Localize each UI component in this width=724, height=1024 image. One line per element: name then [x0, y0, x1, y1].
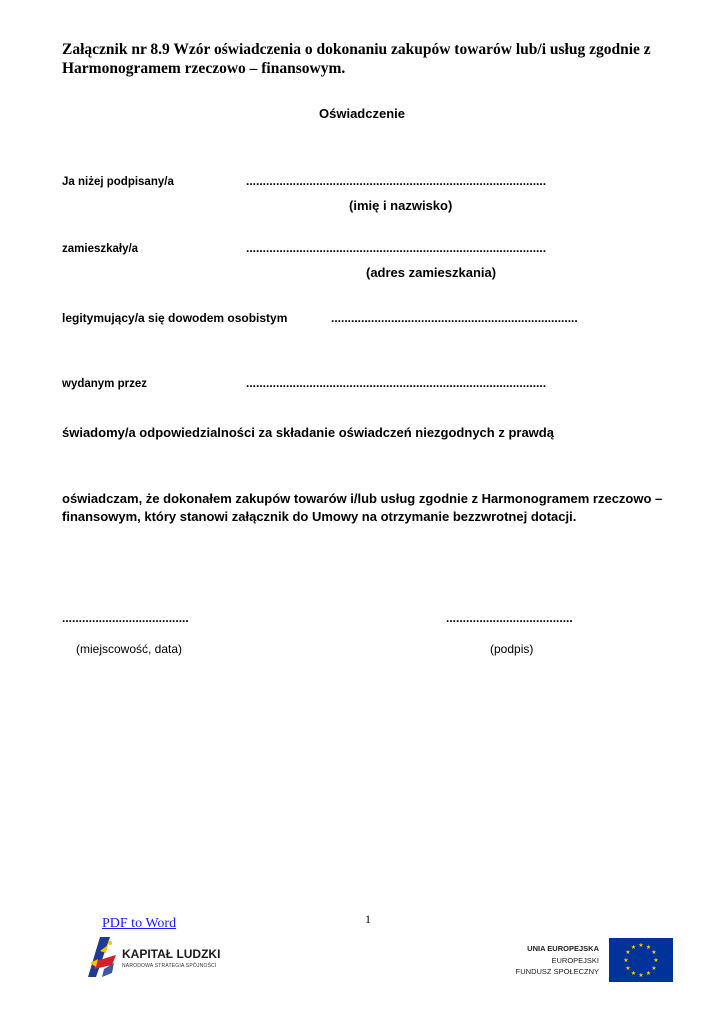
address-caption: (adres zamieszkania) [366, 265, 497, 280]
svg-text:★: ★ [651, 965, 657, 972]
svg-text:★: ★ [638, 972, 644, 979]
svg-text:★: ★ [630, 944, 637, 951]
signature-dots: ...................................... [446, 611, 573, 625]
eu-fund-line2: FUNDUSZ SPOŁECZNY [515, 967, 599, 976]
kapital-ludzki-name: KAPITAŁ LUDZKI [122, 947, 221, 961]
signer-caption: (imię i nazwisko) [349, 198, 453, 213]
signature-caption: (podpis) [490, 642, 534, 656]
form-heading: Oświadczenie [319, 106, 405, 121]
svg-text:★: ★ [625, 949, 631, 956]
awareness-statement: świadomy/a odpowiedzialności za składanie oświadczeń niezgodnych z prawdą [62, 425, 554, 440]
pdf-to-word-link[interactable]: PDF to Word [102, 916, 177, 931]
svg-text:★: ★ [623, 957, 629, 964]
place-date-caption: (miejscowość, data) [76, 642, 183, 656]
svg-text:★: ★ [638, 942, 644, 949]
declaration-paragraph: oświadczam, że dokonałem zakupów towarów i/lub usług zgodnie z Harmonogramem rzeczowo – finansowym, który stanowi załącznik do Umowy na otrzymanie bezzwrotnej dotacji. [62, 491, 663, 524]
svg-text:★: ★ [630, 970, 637, 977]
svg-text:★: ★ [645, 944, 652, 951]
eu-fund-line1: EUROPEJSKI [551, 956, 599, 965]
page-number: 1 [365, 912, 371, 926]
eu-name: UNIA EUROPEJSKA [527, 944, 599, 953]
eu-efs-logo [508, 938, 673, 982]
svg-text:★: ★ [653, 957, 659, 964]
kapital-ludzki-logo [86, 933, 226, 979]
document-title: Załącznik nr 8.9 Wzór oświadczenia o dokonaniu zakupów towarów lub/i usług zgodnie z Harmonogramem rzeczowo – finansowym. [62, 41, 651, 77]
kapital-ludzki-emblem-icon [86, 933, 122, 979]
svg-text:★: ★ [625, 965, 631, 972]
svg-text:★: ★ [645, 970, 652, 977]
issued-dots: .......................................................................................... [246, 376, 547, 390]
id-dots: .......................................................................... [331, 311, 578, 325]
kapital-ludzki-subtitle: NARODOWA STRATEGIA SPÓJNOŚCI [122, 963, 217, 969]
issued-label: wydanym przez [62, 378, 147, 390]
signer-label: Ja niżej podpisany/a [62, 176, 174, 188]
id-label: legitymujący/a się dowodem osobistym [62, 311, 288, 325]
eu-flag-icon [609, 938, 673, 982]
address-label: zamieszkały/a [62, 243, 139, 255]
signer-dots: .......................................................................................... [246, 174, 547, 188]
svg-text:★: ★ [651, 949, 657, 956]
address-dots: .......................................................................................... [246, 241, 547, 255]
place-date-dots: ...................................... [62, 611, 189, 625]
